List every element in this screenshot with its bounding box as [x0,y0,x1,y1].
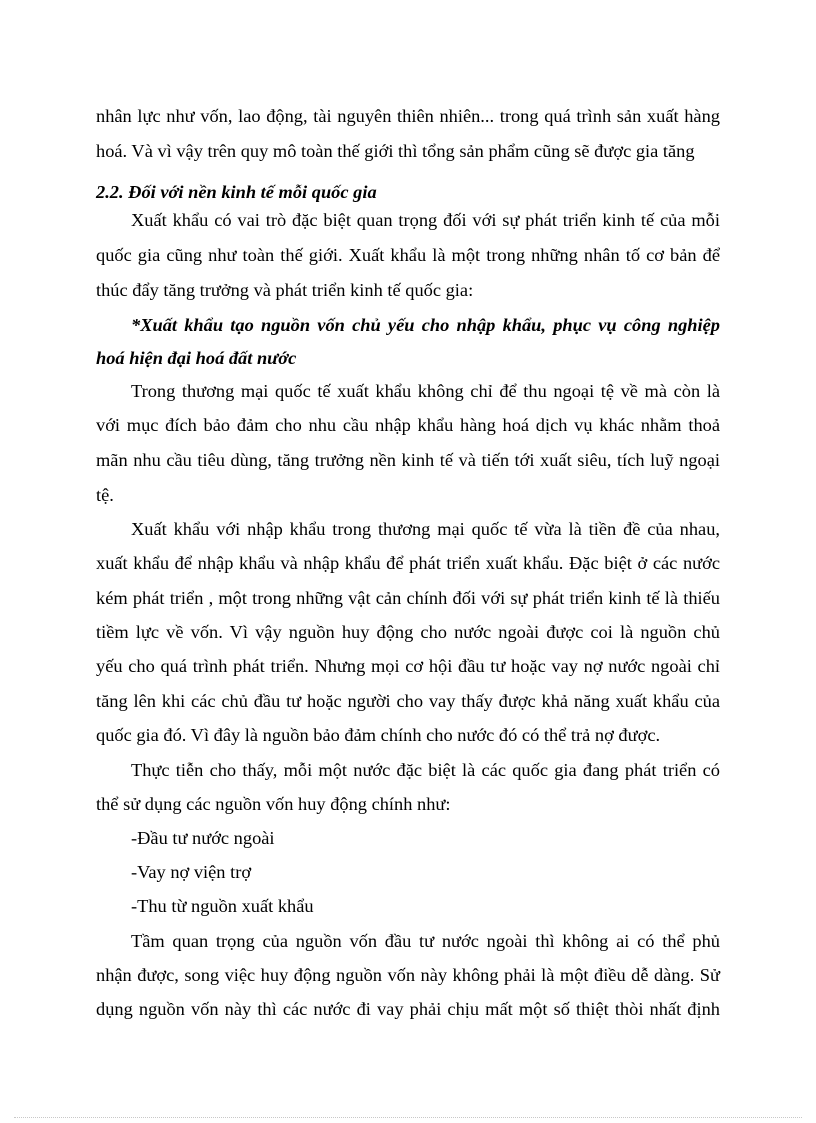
text-line: hoá. Và vì vậy trên quy mô toàn thế giới thì tổng sản phẩm cũng sẽ được gia tăng [96,141,695,161]
text-line: mãn nhu cầu tiêu dùng, tăng trưởng nền kinh tế và tiến tới xuất siêu, tích luỹ ngoại [96,450,720,470]
text-line: quốc gia cũng như toàn thế giới. Xuất khẩu là một trong những nhân tố cơ bản để [96,245,720,265]
text-line: tăng lên khi các chủ đầu tư hoặc người cho vay thấy được khả năng xuất khẩu của [96,691,720,711]
text-line: tệ. [96,485,114,505]
emphasis-line: *Xuất khẩu tạo nguồn vốn chủ yếu cho nhập khẩu, phục vụ công nghiệp [131,315,720,335]
section-heading: 2.2. Đối với nền kinh tế mỗi quốc gia [96,182,377,202]
text-line: Xuất khẩu với nhập khẩu trong thương mại quốc tế vừa là tiền đề của nhau, [131,519,720,539]
text-line: Trong thương mại quốc tế xuất khẩu không chỉ để thu ngoại tệ về mà còn là [131,381,720,401]
text-line: Thực tiễn cho thấy, mỗi một nước đặc biệt là các quốc gia đang phát triển có [131,760,720,780]
text-line: Xuất khẩu có vai trò đặc biệt quan trọng đối với sự phát triển kinh tế của mỗi [131,210,720,230]
footer-divider [14,1117,802,1118]
list-item: -Đầu tư nước ngoài [131,828,275,848]
text-line: thúc đẩy tăng trưởng và phát triển kinh tế quốc gia: [96,280,474,300]
list-item: -Thu từ nguồn xuất khẩu [131,896,314,916]
text-line: kém phát triển , một trong những vật cản chính đối với sự phát triển kinh tế là thiếu [96,588,720,608]
text-line: nhân lực như vốn, lao động, tài nguyên thiên nhiên... trong quá trình sản xuất hàng [96,106,720,126]
text-line: xuất khẩu để nhập khẩu và nhập khẩu để phát triển xuất khẩu. Đặc biệt ở các nước [96,553,720,573]
text-line: Tầm quan trọng của nguồn vốn đầu tư nước ngoài thì không ai có thể phủ [131,931,720,951]
text-line: nhận được, song việc huy động nguồn vốn này không phải là một điều dễ dàng. Sử [96,965,720,985]
text-line: quốc gia đó. Vì đây là nguồn bảo đảm chính cho nước đó có thể trả nợ được. [96,725,661,745]
list-item: -Vay nợ viện trợ [131,862,252,882]
text-line: với mục đích bảo đảm cho nhu cầu nhập khẩu hàng hoá dịch vụ khác nhằm thoả [96,415,720,435]
emphasis-line: hoá hiện đại hoá đất nước [96,348,297,368]
text-line: dụng nguồn vốn này thì các nước đi vay phải chịu mất một số thiệt thòi nhất định [96,999,720,1019]
text-line: yếu cho quá trình phát triển. Nhưng mọi cơ hội đầu tư hoặc vay nợ nước ngoài chỉ [96,656,720,676]
text-line: thể sử dụng các nguồn vốn huy động chính như: [96,794,451,814]
text-line: tiềm lực về vốn. Vì vậy nguồn huy động cho nước ngoài được coi là nguồn chủ [96,622,720,642]
